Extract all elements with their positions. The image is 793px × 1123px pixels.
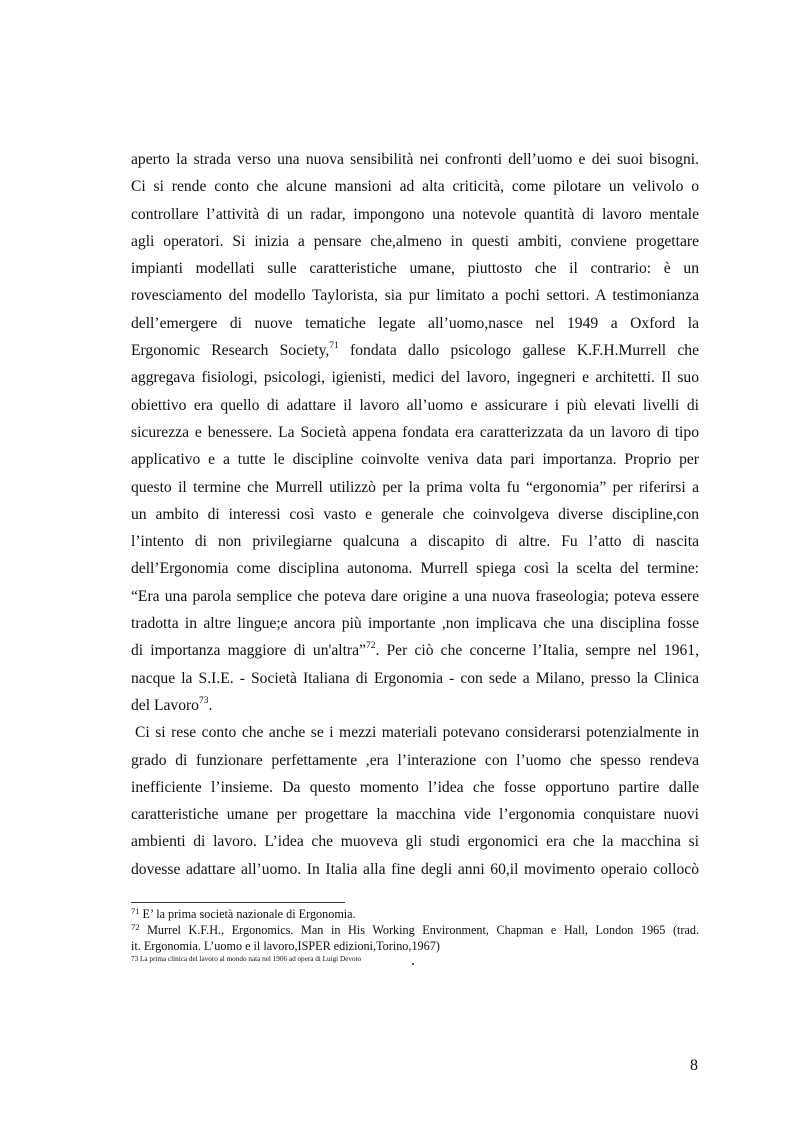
body-line: questo il termine che Murrell utilizzò per la prima volta fu “ergonomia” per riferirsi a xyxy=(131,478,699,496)
body-text-fragment: . xyxy=(208,696,213,714)
footnotes xyxy=(131,907,699,964)
body-line: inefficiente l’insieme. Da questo momento l’idea che fosse opportuno partire dalle xyxy=(131,778,699,796)
body-line xyxy=(131,692,699,719)
body-text xyxy=(131,146,699,883)
body-line: l’intento di non privilegiarne qualcuna a discapito di altre. Fu l’atto di nascita xyxy=(131,533,699,551)
body-line: caratteristiche umane per progettare la macchina vide l’ergonomia conquistare nuovi xyxy=(131,806,699,824)
body-line: dovesse adattare all’uomo. In Italia alla fine degli anni 60,il movimento operaio collocò xyxy=(131,860,699,878)
body-line: grado di funzionare perfettamente ,era l’interazione con l’uomo che spesso rendeva xyxy=(131,751,699,769)
footnote-72 xyxy=(131,923,699,939)
body-line: dell’Ergonomia come disciplina autonoma. Murrell spiega così la scelta del termine: xyxy=(131,560,699,578)
body-line xyxy=(131,637,699,664)
footnote-text: Murrel K.F.H., Ergonomics. Man in His Working Environment, Chapman e Hall, London 1965 (trad. xyxy=(139,923,699,937)
footnote-72-continued: it. Ergonomia. L’uomo e il lavoro,ISPER edizioni,Torino,1967) xyxy=(131,939,440,953)
body-line: aperto la strada verso una nuova sensibilità nei confronti dell’uomo e dei suoi bisogni. xyxy=(131,151,699,168)
body-line: ambienti di lavoro. L’idea che muoveva gli studi ergonomici era che la macchina si xyxy=(131,833,699,851)
body-line: Ci si rese conto che anche se i mezzi materiali potevano considerarsi potenzialmente in xyxy=(135,724,699,742)
body-line: applicativo e a tutte le discipline coinvolte veniva data pari importanza. Proprio per xyxy=(131,451,699,469)
footnote-number: 71 xyxy=(131,906,140,916)
body-text-fragment: fondata dallo psicologo gallese K.F.H.Murrell che xyxy=(338,342,700,360)
body-line: aggregava fisiologi, psicologi, igienisti, medici del lavoro, ingegneri e architetti. Il suo xyxy=(131,369,699,387)
footnote-73: 73 La prima clinica del lavoro al mondo nata nel 1906 ad opera di Luigi Devoto xyxy=(131,955,362,963)
body-line: rovesciamento del modello Taylorista, sia pur limitato a pochi settori. A testimonianza xyxy=(131,287,699,305)
body-text-fragment: del Lavoro xyxy=(131,696,199,714)
body-line: un ambito di interessi così vasto e generale che coinvolgeva diverse discipline,con xyxy=(131,505,699,523)
body-line: sicurezza e benessere. La Società appena fondata era caratterizzata da un lavoro di tipo xyxy=(131,423,699,441)
body-line: agli operatori. Si inizia a pensare che,almeno in questi ambiti, conviene progettare xyxy=(131,232,699,250)
footnote-text: E’ la prima società nazionale di Ergonomia. xyxy=(139,907,356,921)
footnote-separator xyxy=(131,902,345,903)
body-line: nacque la S.I.E. - Società Italiana di Ergonomia - con sede a Milano, presso la Clinica xyxy=(131,669,699,687)
footnote-reference: 73 xyxy=(198,695,209,706)
footnote-reference: 72 xyxy=(365,641,376,652)
body-line: impianti modellati sulle caratteristiche umane, piuttosto che il contrario: è un xyxy=(131,260,699,278)
body-line: dell’emergere di nuove tematiche legate all’uomo,nasce nel 1949 a Oxford la xyxy=(131,314,699,332)
body-line: Ci si rende conto che alcune mansioni ad alta criticità, come pilotare un velivolo o xyxy=(131,178,699,196)
footnote-reference: 71 xyxy=(329,340,339,351)
body-line: “Era una parola semplice che poteva dare origine a una nuova fraseologia; poteva essere xyxy=(131,587,699,605)
body-line: tradotta in altre lingue;e ancora più importante ,non implicava che una disciplina fosse xyxy=(131,615,699,633)
footnote-number: 72 xyxy=(131,922,140,932)
page-number: 8 xyxy=(690,1057,698,1074)
footnote-71 xyxy=(131,907,699,923)
body-text-fragment: . Per ciò che concerne l’Italia, sempre nel 1961, xyxy=(375,642,699,660)
body-line xyxy=(131,337,699,364)
body-text-fragment: Ergonomic Research Society, xyxy=(131,342,330,360)
body-line: obiettivo era quello di adattare il lavoro all’uomo e assicurare i più elevati livelli di xyxy=(131,396,699,414)
stray-dot xyxy=(412,963,414,965)
body-line: controllare l’attività di un radar, impongono una notevole quantità di lavoro mentale xyxy=(131,205,699,223)
body-text-fragment: di importanza maggiore di un'altra” xyxy=(131,642,366,660)
